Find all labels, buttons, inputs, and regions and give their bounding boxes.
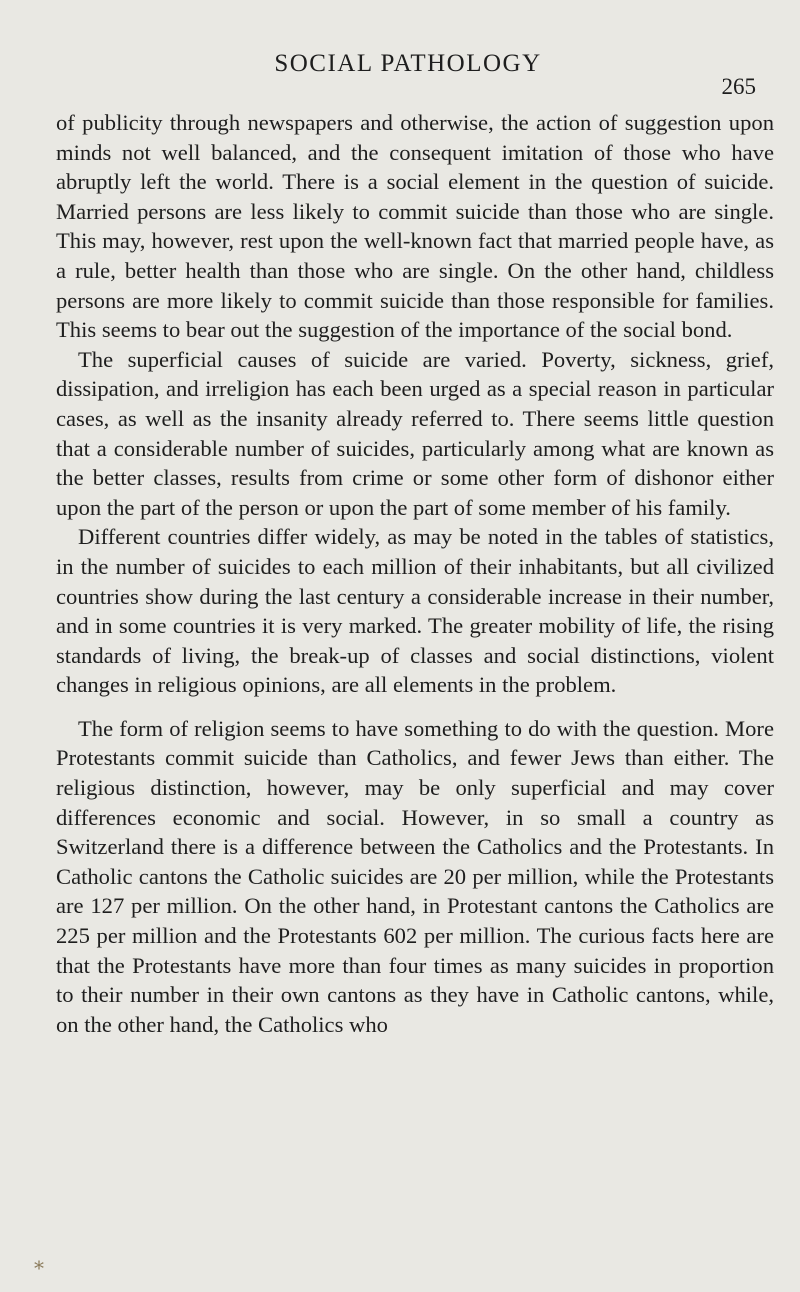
page-number: 265 (721, 74, 756, 99)
paragraph: The superficial causes of suicide are varied. Poverty, sickness, grief, dissipation, and irreligion has each been urged as a special reason in particular cases, as well as the insanity already referred to. There seems little question that a considerable number of suicides, particularly among what are known as the better classes, results from crime or some other form of dishonor either upon the part of the person or upon the part of some member of his family. (56, 346, 774, 520)
running-title: SOCIAL PATHOLOGY (274, 50, 542, 77)
paragraph: The form of religion seems to have something to do with the question. More Protestants commit suicide than Catholics, and fewer Jews than either. The religious distinction, however, may be only superficial and may cover differences economic and social. However, in so small a country as Switzerland there is a difference between the Catholics and the Protestants. In Catholic cantons the Catholic suicides are 20 per million, while the Protestants are 127 per million. On the other hand, in Protestant cantons the Catholics are 225 per million and the Protestants 602 per million. The curious facts here are that the Protestants have more than four times as many suicides in proportion to their number in their own cantons as they have in Catholic cantons, while, on the other hand, the Catholics who (56, 715, 774, 1037)
paragraph: Different countries differ widely, as may be noted in the tables of statistics, in the number of suicides to each million of their inhabitants, but all civilized countries show during the last century a considerable increase in their number, and in some countries it is very marked. The greater mobility of life, the rising standards of living, the break-up of classes and social distinctions, violent changes in religious opinions, are all elements in the problem. (56, 524, 774, 698)
body-text (56, 108, 774, 1039)
margin-mark: ⁎ (34, 1252, 44, 1274)
running-head (60, 48, 756, 99)
paragraph: of publicity through newspapers and otherwise, the action of suggestion upon minds not well balanced, and the consequent imitation of those who have abruptly left the world. There is a social element in the question of suicide. Married persons are less likely to commit suicide than those who are single. This may, however, rest upon the well-known fact that married people have, as a rule, better health than those who are single. On the other hand, childless persons are more likely to commit suicide than those responsible for families. This seems to bear out the suggestion of the importance of the social bond. (56, 110, 774, 343)
